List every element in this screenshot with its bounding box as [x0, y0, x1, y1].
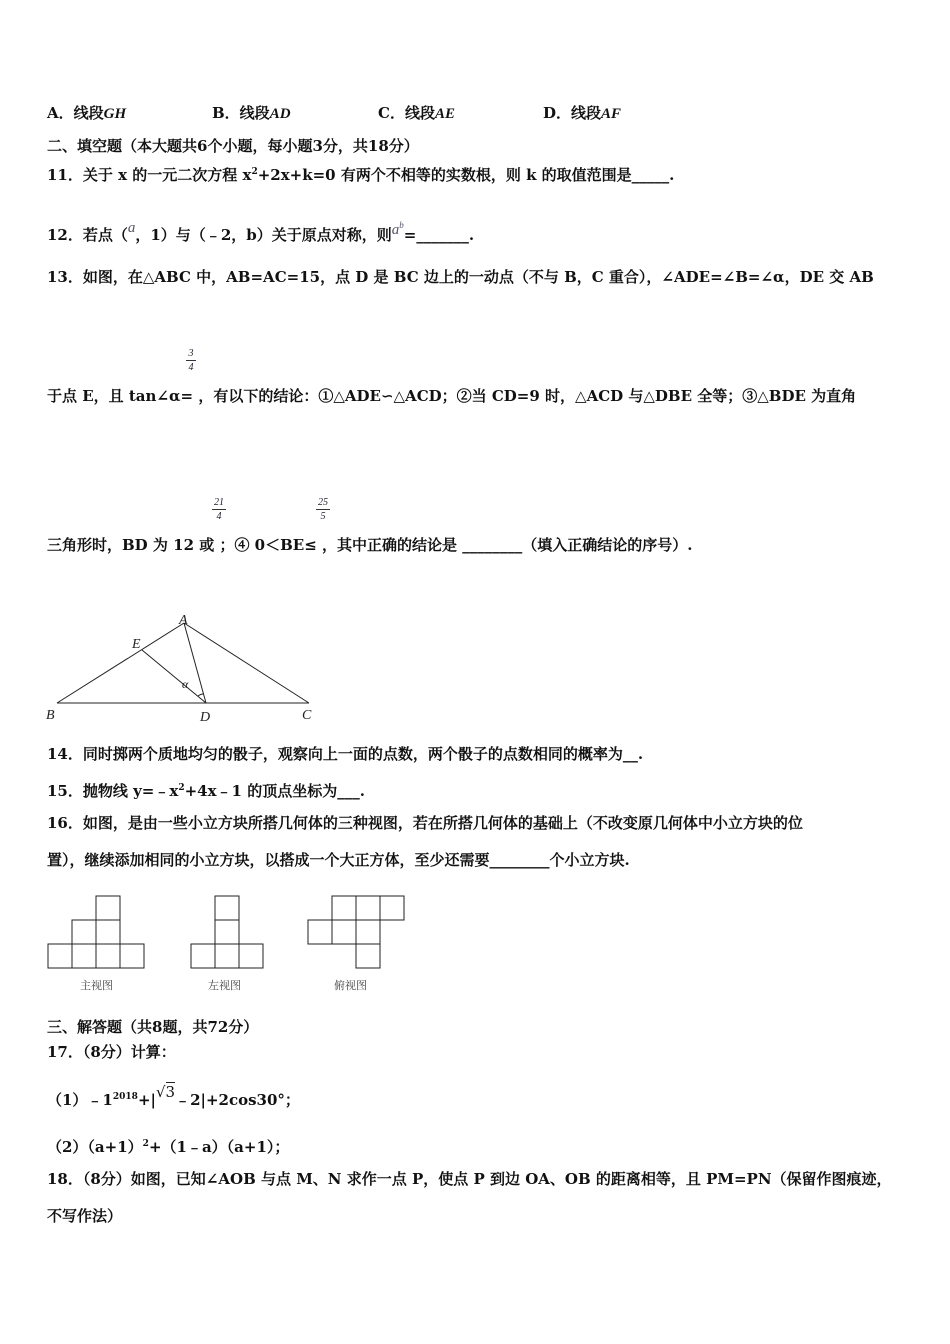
top-view — [308, 896, 404, 968]
label-b: B — [46, 708, 55, 723]
front-view-label: 主视图 — [80, 979, 113, 992]
question-17-part2: $(2)(a+1)^2+(1﹣a)(a+1)$； — [47, 1138, 290, 1156]
question-13-line1: 13．如图，在△ABC 中，AB=AC=15，点 D 是 BC 边上的一动点（不与 B，C 重合），∠ADE=∠B=∠α，DE 交 AB — [47, 268, 874, 286]
question-16-line2: 置），继续添加相同的小立方块，以搭成一个大正方体，至少还需要________个小立方块. — [47, 851, 630, 869]
question-16-line1: 16．如图，是由一些小立方块所搭几何体的三种视图，若在所搭几何体的基础上（不改变原几何体中小立方块的位 — [47, 814, 803, 832]
option-d: D．线段AF — [543, 104, 622, 122]
question-12: 12．若点（a，1）与（﹣2，b）关于原点对称，则$a^b=\_\_\_\_\_\_\_$. — [47, 220, 475, 244]
label-alpha: α — [182, 677, 189, 691]
question-14: 14．同时掷两个质地均匀的骰子，观察向上一面的点数，两个骰子的点数相同的概率为__. — [47, 745, 644, 763]
section3-heading: 三、解答题（共8题，共72分） — [47, 1018, 259, 1036]
section2-heading: 二、填空题（本大题共6个小题，每小题3分，共18分） — [47, 137, 419, 155]
top-view-label: 俯视图 — [334, 979, 367, 992]
option-c: C．线段AE — [378, 104, 455, 122]
fraction-bd: 21 4 — [214, 497, 224, 522]
label-e: E — [132, 637, 141, 652]
label-c: C — [302, 708, 312, 723]
question-17-title: 17．（8分）计算： — [47, 1043, 176, 1061]
question-15: 15．抛物线 $y=﹣x^2+4x﹣1$ 的顶点坐标为___. — [47, 782, 365, 800]
question-18-line1: 18．（8分）如图，已知∠AOB 与点 M、N 求作一点 P，使点 P 到边 OA、OB 的距离相等，且 PM=PN（保留作图痕迹， — [47, 1170, 892, 1188]
option-b: B．线段AD — [212, 104, 291, 122]
label-a: A — [179, 613, 188, 628]
question-17-part1: $(1)﹣1^{2018}+|√3﹣2|+2\cos 30^\circ$； — [47, 1083, 300, 1109]
angle-arc — [198, 694, 204, 696]
question-13-line3: 三角形时，BD 为 12 或 ；④ 0＜BE≤ ，其中正确的结论是 ________（填入正确结论的序号）. — [47, 536, 693, 554]
question-13-line2: 于点 E，且 tan∠α= ，有以下的结论：①△ADE∽△ACD；②当 CD=9 时，△ACD 与△DBE 全等；③△BDE 为直角 — [47, 387, 857, 405]
front-view — [48, 896, 144, 968]
left-view — [191, 896, 263, 968]
triangle-figure — [40, 610, 330, 728]
label-d: D — [200, 710, 211, 725]
question-11: 11．关于 x 的一元二次方程 $x^2+2x+k=0$ 有两个不相等的实数根，则 k 的取值范围是_____. — [47, 166, 675, 184]
three-views-figure — [44, 892, 414, 996]
option-a: A．线段GH — [47, 104, 127, 122]
segment-ab — [57, 623, 184, 703]
fraction-be: 25 5 — [318, 497, 328, 522]
fraction-tan: 3 4 — [186, 348, 196, 373]
question-18-line2: 不写作法） — [47, 1207, 123, 1225]
segment-de — [142, 650, 206, 703]
left-view-label: 左视图 — [208, 979, 241, 992]
